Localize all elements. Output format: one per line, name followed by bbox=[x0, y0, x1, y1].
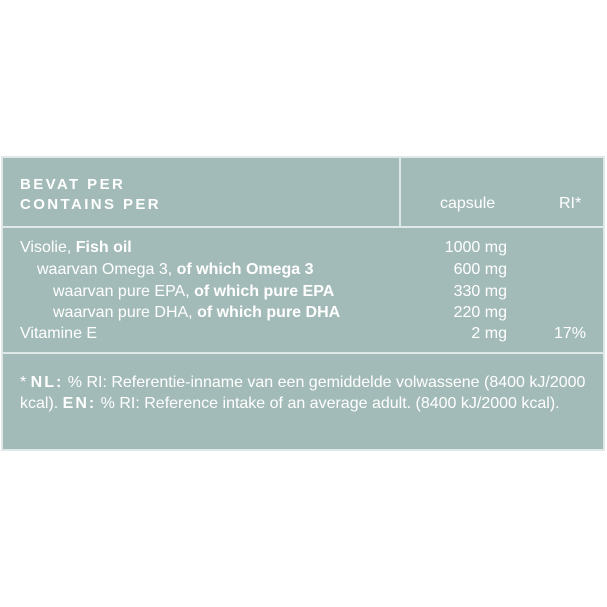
row-capsule-value: 1000 mg bbox=[444, 239, 507, 256]
nutrition-table bbox=[1, 156, 605, 451]
row-label-nl: waarvan pure EPA, bbox=[53, 283, 195, 300]
footnote-en-tag: EN: bbox=[62, 395, 97, 412]
table-row bbox=[53, 303, 340, 322]
column-ri: RI* bbox=[559, 195, 582, 212]
table-row bbox=[20, 324, 97, 343]
row-label-en: Fish oil bbox=[75, 239, 132, 256]
footnote bbox=[20, 372, 592, 414]
row-label-nl: Visolie, bbox=[20, 239, 76, 256]
table-row bbox=[37, 260, 314, 279]
row-label-nl: Vitamine E bbox=[20, 325, 98, 342]
table-row bbox=[53, 282, 334, 301]
footnote-divider bbox=[3, 352, 603, 354]
row-label-en: of which pure DHA bbox=[197, 304, 341, 321]
header-bevat-per: BEVAT PER bbox=[20, 176, 126, 193]
row-label-nl: waarvan pure DHA, bbox=[53, 304, 198, 321]
row-ri-value: 17% bbox=[553, 325, 586, 342]
row-capsule-value: 220 mg bbox=[453, 304, 507, 321]
column-capsule: capsule bbox=[440, 195, 496, 212]
footnote-nl-text: % RI: Referentie-inname van een gemiddelde volwassene (8400 kJ/2000 kcal). bbox=[20, 374, 586, 412]
footnote-nl-tag: NL: bbox=[30, 374, 64, 391]
row-label-nl: waarvan Omega 3, bbox=[37, 261, 177, 278]
table-row bbox=[20, 238, 132, 257]
row-label-en: of which Omega 3 bbox=[176, 261, 314, 278]
footnote-star: * bbox=[20, 374, 31, 391]
row-capsule-value: 330 mg bbox=[453, 283, 507, 300]
row-label-en: of which pure EPA bbox=[194, 283, 335, 300]
column-divider bbox=[399, 158, 401, 228]
header-divider bbox=[3, 226, 603, 228]
row-capsule-value: 2 mg bbox=[471, 325, 507, 342]
header-contains-per: CONTAINS PER bbox=[20, 196, 162, 213]
footnote-en-text: % RI: Reference intake of an average adult. (8400 kJ/2000 kcal). bbox=[96, 395, 560, 412]
row-capsule-value: 600 mg bbox=[453, 261, 507, 278]
